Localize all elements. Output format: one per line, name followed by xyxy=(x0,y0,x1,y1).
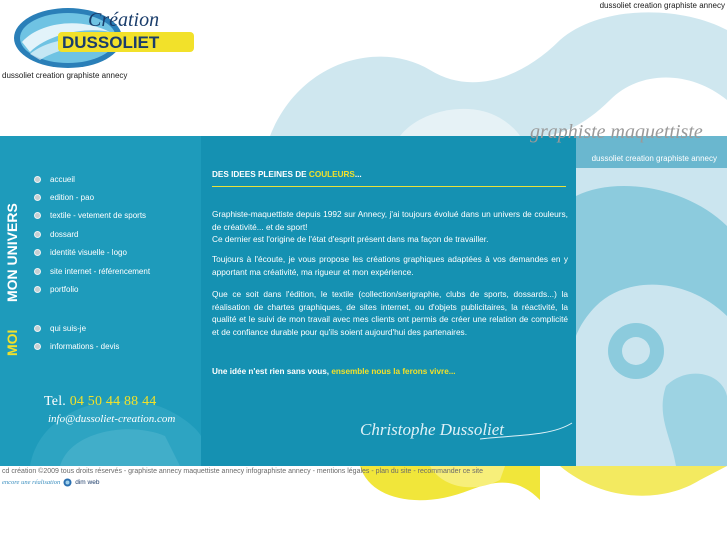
nav-item-label: site internet - référencement xyxy=(50,266,151,276)
nav-item-informations-devis[interactable] xyxy=(34,338,199,357)
bullet-icon xyxy=(34,231,41,238)
nav-item-label: accueil xyxy=(50,174,75,184)
vertical-label-mon-univers: MON UNIVERS xyxy=(4,203,20,302)
bullet-icon xyxy=(34,325,41,332)
services-paragraph: Que ce soit dans l'édition, le textile (collection/serigraphie, clubs de sports, dossards...) la réalisation de chartes graphiques, de sites internet, ou d'objets publicitaires, la réactivité, la qualité et le suivi de mon travail avec mes clients ont permis de créer une relation de complicité et de confiance durable pour qu'ils soient aujourd'hui des partenaires. xyxy=(212,289,568,337)
logo-word-creation: Création xyxy=(88,9,160,31)
email-link[interactable]: info@dussoliet-creation.com xyxy=(48,413,176,425)
main-navigation xyxy=(34,170,199,299)
right-swirl-decoration xyxy=(576,136,727,466)
content-heading: DES IDEES PLEINES DE COULEURS... xyxy=(212,170,362,179)
nav-item-label: textile - vetement de sports xyxy=(50,211,147,221)
right-decor-panel xyxy=(576,136,727,466)
bullet-icon xyxy=(34,249,41,256)
credit-brand: dim web xyxy=(75,479,100,486)
signature-image xyxy=(360,413,575,445)
listening-paragraph: Toujours à l'écoute, je vous propose les créations graphiques adaptées à vos demandes en y apportant ma créativité, ma rigueur et mon expérience. xyxy=(212,254,568,277)
vertical-section-labels xyxy=(2,170,24,360)
secondary-navigation xyxy=(34,319,199,356)
tagline-top: dussoliet creation graphiste annecy xyxy=(599,1,725,10)
svg-text:Christophe Dussoliet: Christophe Dussoliet xyxy=(360,420,505,439)
tagline-right: dussoliet creation graphiste annecy xyxy=(591,154,717,163)
nav-item-portfolio[interactable] xyxy=(34,280,199,298)
nav-item-label: informations - devis xyxy=(50,342,120,352)
closing-line: Une idée n'est rien sans vous, ensemble nous la ferons vivre... xyxy=(212,367,456,376)
footer-credit[interactable] xyxy=(2,478,99,487)
phone-number[interactable]: 04 50 44 88 44 xyxy=(69,394,157,409)
bullet-icon xyxy=(34,286,41,293)
bullet-icon xyxy=(34,194,41,201)
bullet-icon xyxy=(34,176,41,183)
phone-contact xyxy=(44,394,157,410)
svg-text:graphiste maquettiste: graphiste maquettiste xyxy=(530,121,703,143)
nav-item-label: qui suis-je xyxy=(50,323,87,333)
dim-web-logo-icon xyxy=(63,478,72,487)
phone-label: Tel. xyxy=(44,394,66,409)
footer-copyright-links[interactable]: cd création ©2009 tous droits réservés - graphiste annecy maquettiste annecy infographiste annecy - mentions légales - plan du site - recommander ce site xyxy=(2,468,484,475)
nav-item-textile[interactable] xyxy=(34,207,199,225)
nav-item-site-internet[interactable] xyxy=(34,262,199,280)
nav-item-edition-pao[interactable] xyxy=(34,188,199,206)
nav-item-qui-suis-je[interactable] xyxy=(34,319,199,338)
nav-item-label: edition - pao xyxy=(50,193,95,203)
heading-divider xyxy=(212,186,566,187)
nav-item-accueil[interactable] xyxy=(34,170,199,188)
bullet-icon xyxy=(34,212,41,219)
heading-highlight: COULEURS xyxy=(308,170,355,179)
intro-paragraph: Graphiste-maquettiste depuis 1992 sur Annecy, j'ai toujours évolué dans un univers de couleurs, de créativité... et de sport! Ce dernier est l'origine de l'état d'esprit présent dans ma façon de travailler. xyxy=(212,209,568,245)
logo-word-dussoliet: DUSSOLIET xyxy=(62,33,160,52)
bullet-icon xyxy=(34,268,41,275)
creation-dussoliet-logo[interactable] xyxy=(10,2,200,68)
nav-item-dossard[interactable] xyxy=(34,225,199,243)
nav-item-label: identité visuelle - logo xyxy=(50,248,127,258)
script-title-graphiste-maquettiste xyxy=(530,112,727,156)
closing-highlight: ensemble nous la ferons vivre... xyxy=(331,367,456,376)
nav-item-label: dossard xyxy=(50,229,79,239)
nav-item-label: portfolio xyxy=(50,285,79,295)
bullet-icon xyxy=(34,343,41,350)
nav-item-identite-visuelle[interactable] xyxy=(34,244,199,262)
tagline-left: dussoliet creation graphiste annecy xyxy=(2,71,128,80)
credit-text: encore une réalisation xyxy=(2,479,61,486)
vertical-label-moi: MOI xyxy=(4,329,20,356)
